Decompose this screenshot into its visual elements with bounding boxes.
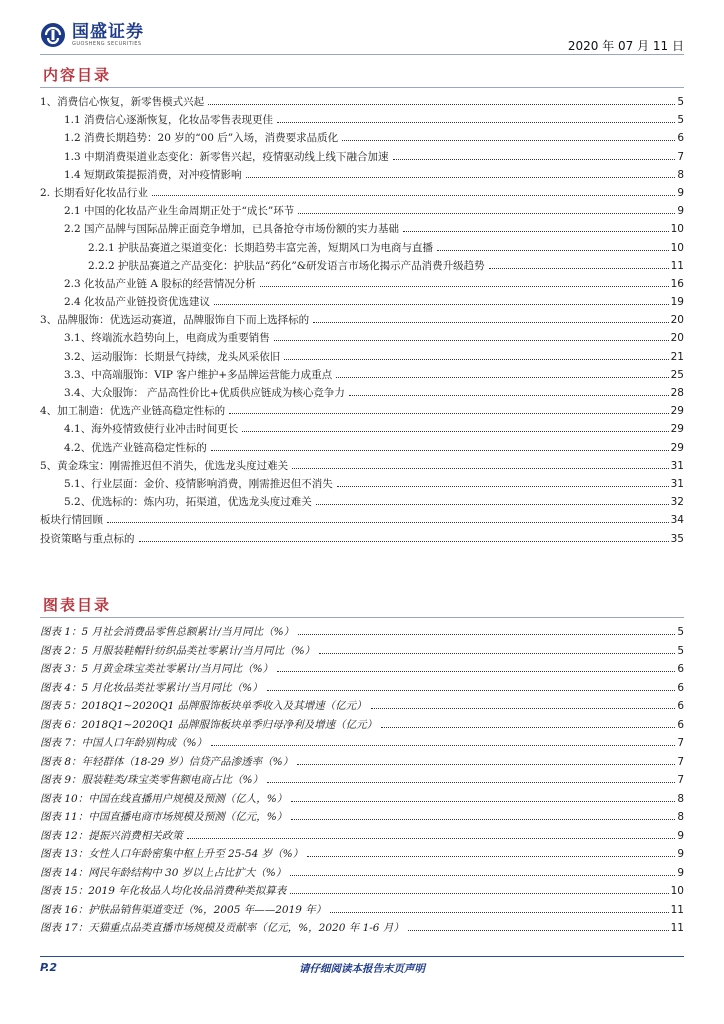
figure-entry-page: 7 xyxy=(677,755,684,768)
figure-entry[interactable] xyxy=(40,680,684,699)
toc-entry-label: 5.2、优选标的：炼内功，拓渠道，优选龙头度过难关 xyxy=(64,496,312,509)
figure-entry[interactable] xyxy=(40,791,684,810)
figure-entry-page: 6 xyxy=(677,700,684,712)
toc-entry[interactable] xyxy=(40,149,684,167)
dot-leader xyxy=(260,286,669,287)
figure-entry[interactable] xyxy=(40,624,684,643)
dot-leader xyxy=(408,930,669,931)
figure-entry[interactable] xyxy=(40,920,684,939)
dot-leader xyxy=(342,140,675,141)
dot-leader xyxy=(290,875,675,876)
figure-entry-page: 5 xyxy=(677,626,684,638)
toc-entry-label: 4.1、海外疫情致使行业冲击时间更长 xyxy=(64,423,239,436)
footer-disclaimer: 请仔细阅读本报告末页声明 xyxy=(299,963,425,975)
toc-entry-label: 板块行情回顾 xyxy=(40,514,103,527)
dot-leader xyxy=(211,450,669,451)
dot-leader xyxy=(349,395,669,396)
toc-entry[interactable] xyxy=(40,312,684,330)
toc-entry[interactable] xyxy=(40,385,684,403)
dot-leader xyxy=(298,213,675,214)
toc-entry-page: 7 xyxy=(677,150,684,163)
toc-title-rule xyxy=(40,87,684,88)
figure-entry-label: 图表 3：5 月黄金珠宝类社零累计/当月同比（%） xyxy=(40,663,274,675)
figure-entry-label: 图表 1：5 月社会消费品零售总额累计/当月同比（%） xyxy=(40,626,295,638)
dot-leader xyxy=(330,912,668,913)
figure-entry-page: 7 xyxy=(677,774,684,786)
dot-leader xyxy=(393,159,676,160)
figure-entry[interactable] xyxy=(40,717,684,736)
figure-entry[interactable] xyxy=(40,828,684,847)
figure-entry-page: 8 xyxy=(677,792,684,805)
toc-entry[interactable] xyxy=(40,240,684,258)
toc-entry[interactable] xyxy=(40,458,684,476)
dot-leader xyxy=(208,104,675,105)
figure-entry-label: 图表 2：5 月服装鞋帽针纺织品类社零累计/当月同比（%） xyxy=(40,644,316,657)
toc-entry-label: 1.3 中期消费渠道业态变化：新零售兴起，疫情驱动线上线下融合加速 xyxy=(64,150,389,163)
toc-entry-label: 2.1 中国的化妆品产业生命周期正处于“成长”环节 xyxy=(64,205,295,218)
toc-entry-page: 9 xyxy=(677,205,684,218)
list-of-figures xyxy=(40,624,684,939)
toc-entry-page: 5 xyxy=(677,96,684,108)
dot-leader xyxy=(284,359,668,360)
dot-leader xyxy=(290,893,668,894)
toc-entry-label: 3.1、终端流水趋势向上，电商成为重要销售 xyxy=(64,332,270,345)
toc-entry-label: 2.4 化妆品产业链投资优选建议 xyxy=(64,296,211,309)
figure-entry-label: 图表 4：5 月化妆品类社零累计/当月同比（%） xyxy=(40,681,263,694)
brand-name: 国盛证券 xyxy=(72,21,144,42)
figure-entry-page: 6 xyxy=(677,681,684,694)
toc-entry[interactable] xyxy=(40,94,684,112)
toc-entry-label: 投资策略与重点标的 xyxy=(40,532,135,545)
dot-leader xyxy=(319,653,675,654)
figure-entry-label: 图表 16：护肤品销售渠道变迁（%，2005 年——2019 年） xyxy=(40,903,327,916)
figure-entry[interactable] xyxy=(40,865,684,884)
toc-entry-page: 20 xyxy=(670,314,684,327)
toc-entry-page: 28 xyxy=(670,387,684,399)
figure-entry-label: 图表 5：2018Q1~2020Q1 品牌服饰板块单季收入及其增速（亿元） xyxy=(40,700,367,712)
figure-entry-page: 11 xyxy=(670,903,684,916)
figure-entry-page: 9 xyxy=(677,848,684,860)
dot-leader xyxy=(139,541,669,542)
figure-entry[interactable] xyxy=(40,883,684,902)
dot-leader xyxy=(152,195,675,196)
toc-entry-page: 16 xyxy=(670,277,684,290)
figure-entry-page: 10 xyxy=(670,885,684,897)
footer-divider xyxy=(40,956,684,957)
dot-leader xyxy=(371,708,676,709)
figure-entry-page: 5 xyxy=(677,644,684,657)
toc-entry-label: 5.1、行业层面：金价、疫情影响消费，刚需推迟但不消失 xyxy=(64,477,333,490)
dot-leader xyxy=(242,431,668,432)
toc-entry-page: 31 xyxy=(670,477,684,490)
figure-entry-label: 图表 6：2018Q1~2020Q1 品牌服饰板块单季归母净利及增速（亿元） xyxy=(40,718,378,731)
toc-entry-label: 3.4、大众服饰： 产品高性价比+优质供应链成为核心竞争力 xyxy=(64,387,345,399)
figure-entry-page: 6 xyxy=(677,718,684,731)
toc-entry[interactable] xyxy=(40,276,684,294)
toc-entry-page: 8 xyxy=(677,168,684,181)
toc-entry-label: 3.2、运动服饰：长期景气持续，龙头风采依旧 xyxy=(64,350,281,363)
toc-entry-label: 3、品牌服饰：优选运动赛道，品牌服饰自下而上选择标的 xyxy=(40,314,310,327)
dot-leader xyxy=(313,322,668,323)
toc-entry[interactable] xyxy=(40,221,684,239)
toc-entry-page: 32 xyxy=(670,496,684,509)
figure-entry[interactable] xyxy=(40,772,684,791)
brand-logo xyxy=(40,22,144,48)
figures-title: 图表目录 xyxy=(43,596,112,614)
toc-entry-label: 2.2.1 护肤品赛道之渠道变化：长期趋势丰富完善，短期风口为电商与直播 xyxy=(88,241,434,254)
dot-leader xyxy=(107,522,669,523)
toc-entry[interactable] xyxy=(40,494,684,512)
toc-entry[interactable] xyxy=(40,403,684,421)
toc-entry[interactable] xyxy=(40,421,684,439)
page-number: P.2 xyxy=(40,961,58,974)
guosheng-logo-icon xyxy=(40,22,66,48)
toc-entry-label: 4.2、优选产业链高稳定性标的 xyxy=(64,441,207,454)
figure-entry[interactable] xyxy=(40,661,684,680)
figure-entry-page: 7 xyxy=(677,737,684,749)
dot-leader xyxy=(187,838,676,839)
toc-entry-page: 34 xyxy=(670,514,684,527)
figure-entry[interactable] xyxy=(40,698,684,717)
figure-entry-label: 图表 11：中国直播电商市场规模及预测（亿元，%） xyxy=(40,811,288,823)
toc-entry-label: 2.2.2 护肤品赛道之产品变化：护肤品“药化”&研发语言市场化揭示产品消费升级趋势 xyxy=(88,259,485,272)
dot-leader xyxy=(277,122,675,123)
dot-leader xyxy=(211,745,675,746)
figure-entry[interactable] xyxy=(40,846,684,865)
toc-entry-page: 29 xyxy=(670,423,684,436)
brand-name-en: GUOSHENG SECURITIES xyxy=(72,40,142,47)
toc-entry-label: 1.4 短期政策提振消费，对冲疫情影响 xyxy=(64,168,242,181)
figure-entry[interactable] xyxy=(40,643,684,662)
toc-entry[interactable] xyxy=(40,330,684,348)
toc-entry[interactable] xyxy=(40,258,684,276)
figure-entry-label: 图表 17：天猫重点品类直播市场规模及贡献率（亿元，%，2020 年 1-6 月） xyxy=(40,922,404,934)
toc-entry-label: 2. 长期看好化妆品行业 xyxy=(40,186,148,199)
figure-entry-page: 9 xyxy=(677,829,684,842)
toc-entry-page: 29 xyxy=(670,441,684,454)
toc-entry-page: 29 xyxy=(670,405,684,418)
dot-leader xyxy=(316,504,669,505)
dot-leader xyxy=(437,250,669,251)
toc-entry-label: 1、消费信心恢复，新零售模式兴起 xyxy=(40,96,205,108)
header-divider xyxy=(40,54,684,55)
dot-leader xyxy=(489,268,669,269)
toc-entry-page: 6 xyxy=(677,132,684,145)
toc-entry-page: 20 xyxy=(670,332,684,345)
toc-entry[interactable] xyxy=(40,203,684,221)
toc-entry-label: 2.3 化妆品产业链 A 股标的经营情况分析 xyxy=(64,277,256,290)
toc-entry-page: 11 xyxy=(670,259,684,272)
dot-leader xyxy=(307,856,675,857)
dot-leader xyxy=(246,177,676,178)
report-date: 2020 年 07 月 11 日 xyxy=(567,39,684,53)
toc-entry-label: 5、黄金珠宝：刚需推迟但不消失，优选龙头度过难关 xyxy=(40,459,289,472)
dot-leader xyxy=(336,377,668,378)
toc-entry[interactable] xyxy=(40,294,684,312)
toc-entry-page: 35 xyxy=(670,532,684,545)
dot-leader xyxy=(298,634,675,635)
figure-entry-page: 9 xyxy=(677,866,684,879)
dot-leader xyxy=(229,413,668,414)
figure-entry[interactable] xyxy=(40,735,684,754)
figure-entry-label: 图表 15：2019 年化妆品人均化妆品消费种类拟算表 xyxy=(40,885,287,897)
dot-leader xyxy=(337,486,669,487)
figure-entry-label: 图表 9：服装鞋类/珠宝类零售额电商占比（%） xyxy=(40,774,264,786)
figures-title-rule xyxy=(40,617,684,618)
figure-entry-label: 图表 7：中国人口年龄别构成（%） xyxy=(40,737,207,749)
toc-entry[interactable] xyxy=(40,112,684,130)
figure-entry[interactable] xyxy=(40,809,684,828)
toc-entry[interactable] xyxy=(40,185,684,203)
dot-leader xyxy=(267,782,675,783)
toc-entry-label: 4、加工制造：优选产业链高稳定性标的 xyxy=(40,405,226,418)
toc-entry-page: 31 xyxy=(670,459,684,472)
toc-entry[interactable] xyxy=(40,349,684,367)
dot-leader xyxy=(381,727,675,728)
dot-leader xyxy=(267,690,676,691)
toc-entry-label: 3.3、中高端服饰：VIP 客户维护+多品牌运营能力成重点 xyxy=(64,368,333,381)
toc-entry-label: 1.1 消费信心逐渐恢复，化妆品零售表现更佳 xyxy=(64,114,274,127)
dot-leader xyxy=(297,764,675,765)
toc-entry[interactable] xyxy=(40,476,684,494)
toc-entry-page: 10 xyxy=(670,241,684,254)
figure-entry-label: 图表 12：提振兴消费相关政策 xyxy=(40,829,183,842)
figure-entry-label: 图表 13：女性人口年龄密集中枢上升至 25-54 岁（%） xyxy=(40,848,304,860)
figure-entry-page: 6 xyxy=(677,663,684,675)
dot-leader xyxy=(291,801,675,802)
toc-entry-label: 2.2 国产品牌与国际品牌正面竞争增加，已具备抢夺市场份额的实力基础 xyxy=(64,223,400,236)
dot-leader xyxy=(274,340,669,341)
dot-leader xyxy=(291,819,675,820)
dot-leader xyxy=(277,671,675,672)
toc-entry-page: 19 xyxy=(670,296,684,309)
table-of-contents xyxy=(40,94,684,549)
toc-title: 内容目录 xyxy=(43,66,112,84)
toc-entry[interactable] xyxy=(40,512,684,530)
toc-entry-page: 9 xyxy=(677,186,684,199)
toc-entry-page: 5 xyxy=(677,114,684,127)
dot-leader xyxy=(403,231,669,232)
toc-entry-page: 25 xyxy=(670,368,684,381)
toc-entry[interactable] xyxy=(40,167,684,185)
figure-entry[interactable] xyxy=(40,754,684,773)
figure-entry-page: 8 xyxy=(677,811,684,823)
figure-entry-label: 图表 10：中国在线直播用户规模及预测（亿人，%） xyxy=(40,792,288,805)
toc-entry-page: 21 xyxy=(670,350,684,363)
figure-entry-page: 11 xyxy=(670,922,684,934)
toc-entry[interactable] xyxy=(40,531,684,549)
toc-entry[interactable] xyxy=(40,130,684,148)
toc-entry-page: 10 xyxy=(670,223,684,236)
figure-entry-label: 图表 14：网民年龄结构中 30 岁以上占比扩大（%） xyxy=(40,866,287,879)
figure-entry-label: 图表 8：年轻群体（18-29 岁）信贷产品渗透率（%） xyxy=(40,755,294,768)
dot-leader xyxy=(292,468,668,469)
dot-leader xyxy=(214,304,669,305)
figure-entry[interactable] xyxy=(40,902,684,921)
toc-entry[interactable] xyxy=(40,440,684,458)
toc-entry[interactable] xyxy=(40,367,684,385)
toc-entry-label: 1.2 消费长期趋势：20 岁的“00 后”入场，消费要求品质化 xyxy=(64,132,339,145)
